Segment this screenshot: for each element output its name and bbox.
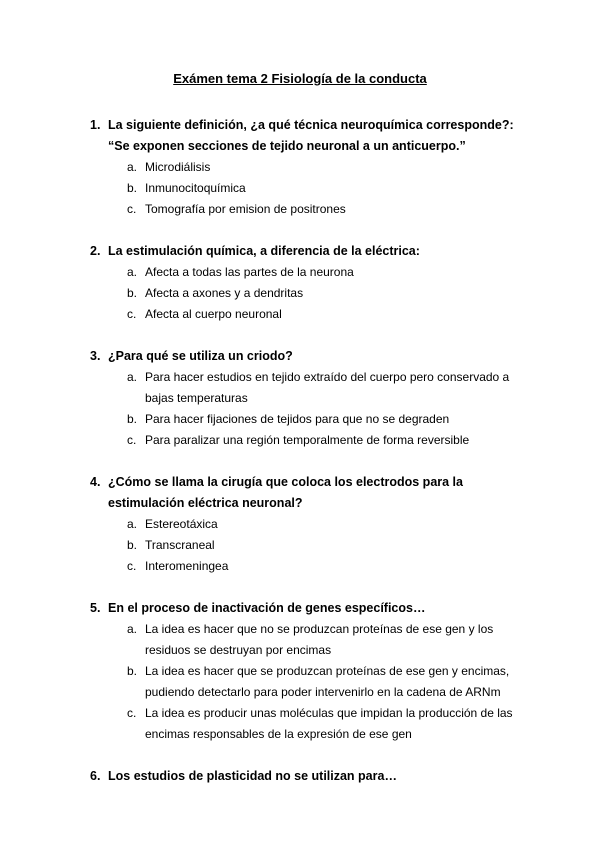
- option-item: [90, 199, 535, 220]
- question-5: [90, 598, 535, 745]
- option-text: Para hacer estudios en tejido extraído del cuerpo pero conservado a bajas temperaturas: [145, 370, 510, 405]
- question-text: En el proceso de inactivación de genes específicos…: [108, 601, 426, 615]
- option-letter: a.: [127, 517, 138, 531]
- option-letter: c.: [127, 307, 137, 321]
- option-letter: c.: [127, 202, 137, 216]
- option-list: [90, 262, 535, 325]
- question-heading: [90, 241, 535, 262]
- option-text: Afecta a axones y a dendritas: [145, 286, 304, 300]
- question-text: ¿Cómo se llama la cirugía que coloca los electrodos para la estimulación eléctrica neuronal?: [108, 475, 463, 510]
- question-4: [90, 472, 535, 577]
- question-heading: [90, 472, 535, 514]
- option-text: La idea es producir unas moléculas que impidan la producción de las encimas responsables de la expresión de ese gen: [145, 706, 513, 741]
- question-heading: [90, 346, 535, 367]
- question-heading: [90, 598, 535, 619]
- option-text: Transcraneal: [145, 538, 215, 552]
- question-heading: [90, 115, 535, 157]
- option-item: [90, 304, 535, 325]
- option-letter: a.: [127, 370, 138, 384]
- option-text: Afecta a todas las partes de la neurona: [145, 265, 354, 279]
- option-letter: b.: [127, 664, 138, 678]
- question-text: La estimulación química, a diferencia de la eléctrica:: [108, 244, 420, 258]
- question-list: [90, 115, 535, 808]
- question-text: ¿Para qué se utiliza un criodo?: [108, 349, 293, 363]
- option-list: [90, 367, 535, 451]
- option-letter: b.: [127, 286, 138, 300]
- option-letter: c.: [127, 706, 137, 720]
- option-list: [90, 514, 535, 577]
- option-item: [90, 535, 535, 556]
- question-number: 1.: [90, 118, 101, 132]
- question-number: 6.: [90, 769, 101, 783]
- option-item: [90, 430, 535, 451]
- question-number: 5.: [90, 601, 101, 615]
- option-letter: b.: [127, 412, 138, 426]
- option-item: [90, 556, 535, 577]
- option-list: [90, 157, 535, 220]
- option-text: Inmunocitoquímica: [145, 181, 246, 195]
- option-letter: b.: [127, 538, 138, 552]
- option-item: [90, 262, 535, 283]
- question-number: 3.: [90, 349, 101, 363]
- question-number: 4.: [90, 475, 101, 489]
- option-text: Para paralizar una región temporalmente de forma reversible: [145, 433, 470, 447]
- option-item: [90, 619, 535, 661]
- option-letter: b.: [127, 181, 138, 195]
- option-item: [90, 367, 535, 409]
- question-3: [90, 346, 535, 451]
- option-letter: a.: [127, 622, 138, 636]
- option-text: Tomografía por emision de positrones: [145, 202, 346, 216]
- question-text: Los estudios de plasticidad no se utilizan para…: [108, 769, 397, 783]
- option-item: [90, 409, 535, 430]
- option-text: Interomeningea: [145, 559, 229, 573]
- option-item: [90, 514, 535, 535]
- question-text: La siguiente definición, ¿a qué técnica neuroquímica corresponde?: “Se exponen secciones de tejido neuronal a un anticuerpo.”: [108, 118, 514, 153]
- option-letter: c.: [127, 433, 137, 447]
- option-item: [90, 283, 535, 304]
- option-letter: c.: [127, 559, 137, 573]
- document-title: Exámen tema 2 Fisiología de la conducta: [173, 71, 427, 86]
- option-text: Para hacer fijaciones de tejidos para que no se degraden: [145, 412, 450, 426]
- option-text: La idea es hacer que no se produzcan proteínas de ese gen y los residuos se destruyan por encimas: [145, 622, 494, 657]
- option-letter: a.: [127, 160, 138, 174]
- option-text: Microdiálisis: [145, 160, 211, 174]
- option-item: [90, 178, 535, 199]
- option-text: La idea es hacer que se produzcan proteínas de ese gen y encimas, pudiendo detectarlo para poder intervenirlo en la cadena de ARNm: [145, 664, 510, 699]
- question-1: [90, 115, 535, 220]
- question-number: 2.: [90, 244, 101, 258]
- option-text: Afecta al cuerpo neuronal: [145, 307, 282, 321]
- option-list: [90, 619, 535, 745]
- option-letter: a.: [127, 265, 138, 279]
- option-text: Estereotáxica: [145, 517, 218, 531]
- option-item: [90, 661, 535, 703]
- question-6: [90, 766, 535, 787]
- option-item: [90, 703, 535, 745]
- question-2: [90, 241, 535, 325]
- question-heading: [90, 766, 535, 787]
- option-item: [90, 157, 535, 178]
